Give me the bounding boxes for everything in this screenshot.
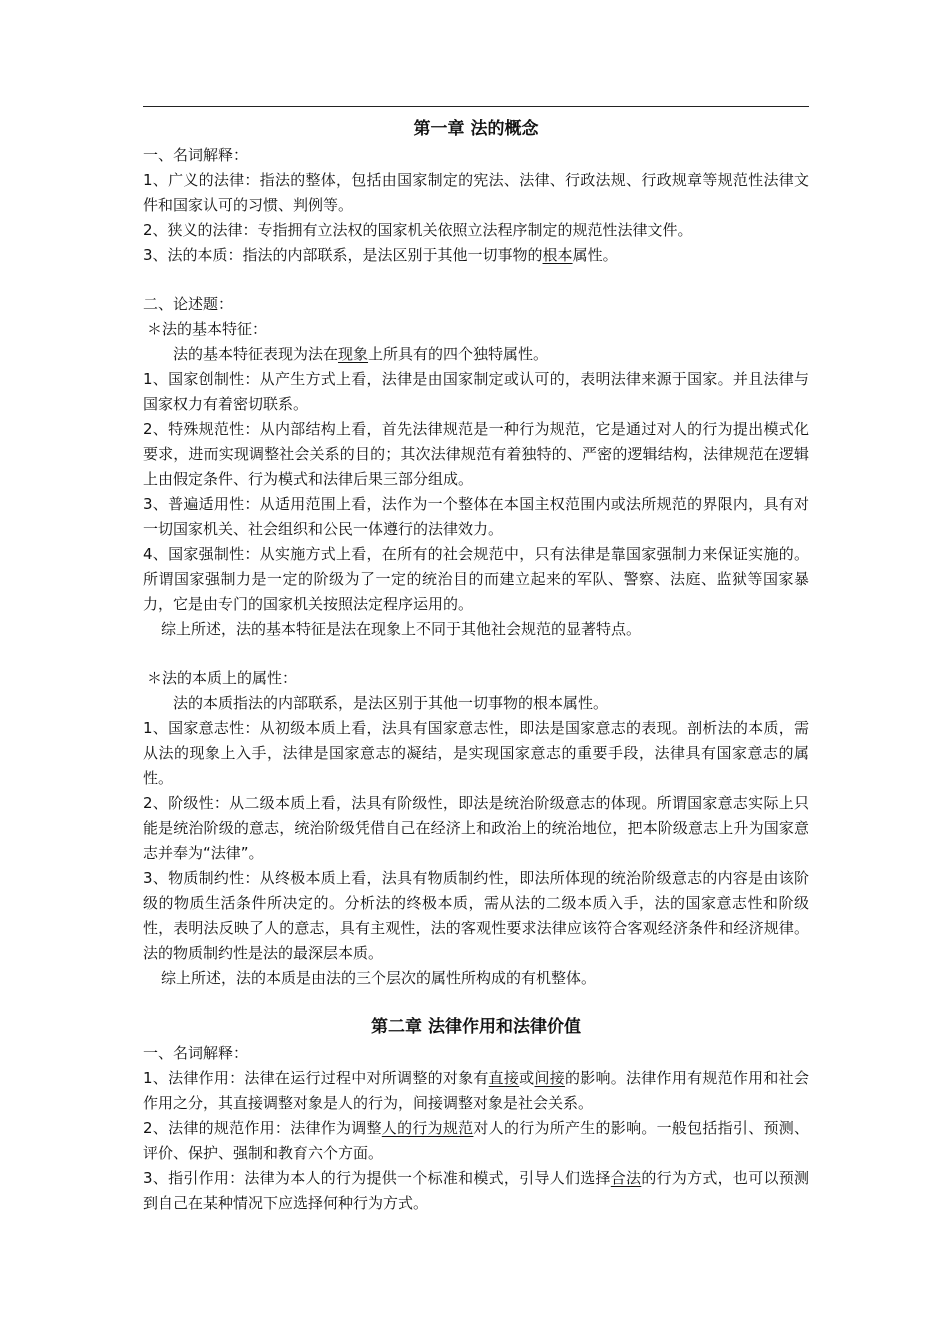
section-heading-essay: 二、论述题：	[143, 295, 234, 313]
term-item: 3、法的本质：指法的内部联系，是法区别于其他一切事物的根本属性。	[143, 246, 618, 264]
term-item: 2、法律的规范作用：法律作为调整人的行为规范对人的行为所产生的影响。一般包括指引、预测、评价、保护、强制和教育六个方面。	[143, 1119, 809, 1162]
document-page	[143, 106, 809, 1216]
essay-item: 1、国家创制性：从产生方式上看，法律是由国家制定或认可的，表明法律来源于国家。并且法律与国家权力有着密切联系。	[143, 370, 809, 413]
essay-heading: ＊法的本质上的属性：	[147, 669, 298, 687]
essay-item: 1、国家意志性：从初级本质上看，法具有国家意志性，即法是国家意志的表现。剖析法的本质，需从法的现象上入手，法律是国家意志的凝结，是实现国家意志的重要手段，法律具有国家意志的属性。	[143, 719, 809, 787]
term-item: 2、狭义的法律：专指拥有立法权的国家机关依照立法程序制定的规范性法律文件。	[143, 221, 693, 239]
underlined-term: 根本	[542, 246, 573, 264]
chapter-1-title: 第一章 法的概念	[413, 119, 539, 139]
essay-intro: 法的基本特征表现为法在现象上所具有的四个独特属性。	[173, 345, 549, 363]
header-rule	[143, 106, 809, 107]
essay-summary: 综上所述，法的本质是由法的三个层次的属性所构成的有机整体。	[161, 969, 597, 987]
essay-item: 3、普遍适用性：从适用范围上看，法作为一个整体在本国主权范围内或法所规范的界限内，具有对一切国家机关、社会组织和公民一体遵行的法律效力。	[143, 495, 809, 538]
essay-item: 2、特殊规范性：从内部结构上看，首先法律规范是一种行为规范，它是通过对人的行为提出模式化要求，进而实现调整社会关系的目的；其次法律规范有着独特的、严密的逻辑结构，法律规范在逻辑上由假定条件、行为模式和法律后果三部分组成。	[143, 420, 809, 488]
essay-intro: 法的本质指法的内部联系，是法区别于其他一切事物的根本属性。	[173, 694, 609, 712]
essay-item: 3、物质制约性：从终极本质上看，法具有物质制约性，即法所体现的统治阶级意志的内容是由该阶级的物质生活条件所决定的。分析法的终极本质，需从法的二级本质入手，法的国家意志性和阶级性，表明法反映了人的意志，具有主观性，法的客观性要求法律应该符合客观经济条件和经济规律。法的物质制约性是法的最深层本质。	[143, 869, 809, 962]
essay-summary: 综上所述，法的基本特征是法在现象上不同于其他社会规范的显著特点。	[161, 620, 642, 638]
term-item: 1、广义的法律：指法的整体，包括由国家制定的宪法、法律、行政法规、行政规章等规范性法律文件和国家认可的习惯、判例等。	[143, 171, 809, 214]
underlined-term: 现象	[338, 345, 369, 363]
underlined-term: 合法	[610, 1169, 642, 1187]
underlined-term: 人的行为规范	[381, 1119, 474, 1137]
essay-item: 4、国家强制性：从实施方式上看，在所有的社会规范中，只有法律是靠国家强制力来保证实施的。所谓国家强制力是一定的阶级为了一定的统治目的而建立起来的军队、警察、法庭、监狱等国家暴力，它是由专门的国家机关按照法定程序运用的。	[143, 545, 809, 613]
spacer	[143, 642, 809, 666]
section-heading-terms: 一、名词解释：	[143, 1044, 249, 1062]
spacer	[143, 268, 809, 292]
essay-item: 2、阶级性：从二级本质上看，法具有阶级性，即法是统治阶级意志的体现。所谓国家意志实际上只能是统治阶级的意志，统治阶级凭借自己在经济上和政治上的统治地位，把本阶级意志上升为国家意志并奉为“法律”。	[143, 794, 809, 862]
underlined-term: 间接	[534, 1069, 565, 1087]
underlined-term: 直接	[488, 1069, 520, 1087]
chapter-2-title: 第二章 法律作用和法律价值	[371, 1017, 581, 1037]
term-item: 1、法律作用：法律在运行过程中对所调整的对象有直接或间接的影响。法律作用有规范作用和社会作用之分，其直接调整对象是人的行为，间接调整对象是社会关系。	[143, 1069, 809, 1112]
essay-heading: ＊法的基本特征：	[147, 320, 268, 338]
term-item: 3、指引作用：法律为本人的行为提供一个标准和模式，引导人们选择合法的行为方式，也可以预测到自己在某种情况下应选择何种行为方式。	[143, 1169, 809, 1212]
section-heading-terms: 一、名词解释：	[143, 146, 249, 164]
